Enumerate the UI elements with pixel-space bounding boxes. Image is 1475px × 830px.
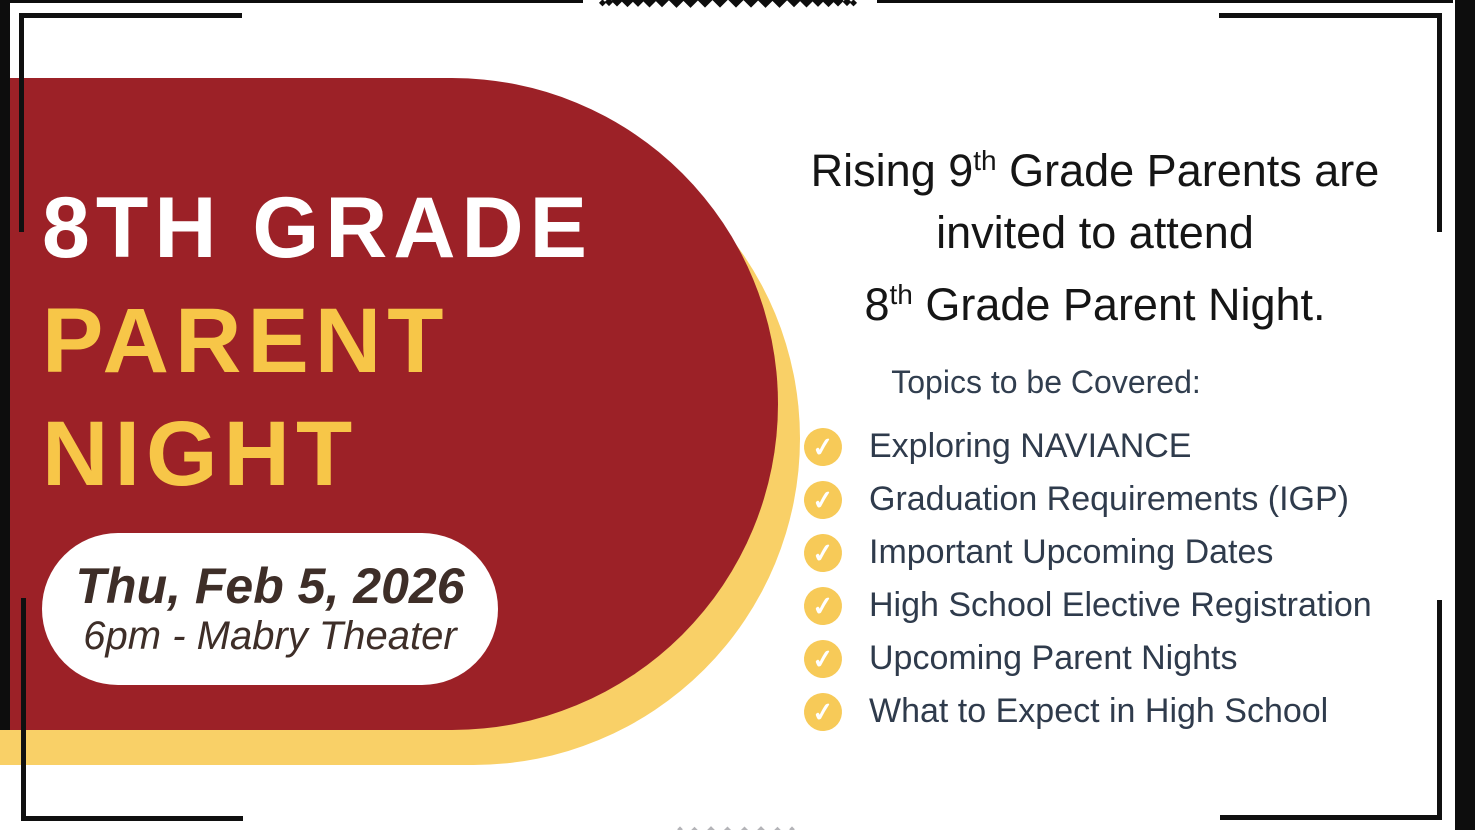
event-date: Thu, Feb 5, 2026 (75, 558, 465, 614)
diamond-icon (722, 826, 732, 830)
diamond-icon (710, 0, 730, 8)
corner-bracket-top-left-h (19, 13, 242, 18)
diamond-icon (654, 0, 671, 7)
corner-bracket-top-left-v (19, 13, 24, 232)
top-rule-right (877, 0, 1453, 3)
topic-list-item (804, 473, 1444, 526)
diamond-icon (771, 0, 789, 7)
corner-bracket-bottom-left-v (21, 598, 26, 820)
top-rule-left (0, 0, 583, 3)
diamond-icon (850, 0, 857, 6)
diamond-icon (695, 0, 715, 8)
event-title-block (42, 172, 593, 511)
invitation-heading (770, 130, 1420, 336)
check-icon: ✓ (802, 638, 844, 680)
right-edge-bar (1455, 0, 1475, 830)
diamond-icon (726, 0, 746, 8)
event-title-grade: 8TH GRADE (42, 180, 593, 276)
topics-heading: Topics to be Covered: (891, 364, 1201, 400)
check-icon: ✓ (802, 691, 844, 733)
diamond-divider-top (600, 0, 856, 10)
check-icon: ✓ (802, 479, 844, 521)
corner-bracket-bottom-right-h (1220, 815, 1442, 820)
topic-list-item (804, 579, 1444, 632)
diamond-icon (774, 826, 781, 830)
topic-label: What to Expect in High School (869, 692, 1329, 730)
diamond-icon (667, 0, 685, 7)
topic-label: Upcoming Parent Nights (869, 639, 1238, 677)
check-icon: ✓ (802, 532, 844, 574)
invitation-line-3: 8th Grade Parent Night. (864, 279, 1326, 330)
event-time-location: 6pm - Mabry Theater (83, 614, 457, 658)
check-icon: ✓ (802, 426, 844, 468)
topic-list-item (804, 632, 1444, 685)
diamond-icon (789, 826, 795, 830)
diamond-icon (677, 826, 683, 830)
check-icon: ✓ (802, 585, 844, 627)
topic-label: High School Elective Registration (869, 586, 1372, 624)
topic-list-item (804, 420, 1444, 473)
corner-bracket-top-right-v (1437, 13, 1442, 232)
diamond-icon (740, 826, 750, 830)
topic-list-item (804, 526, 1444, 579)
event-title-parent: PARENT (42, 290, 450, 392)
invitation-line-1: Rising 9th Grade Parents are (810, 145, 1380, 196)
corner-bracket-bottom-left-h (21, 816, 243, 821)
topic-label: Exploring NAVIANCE (869, 427, 1192, 465)
diamond-icon (706, 826, 714, 830)
diamond-icon (681, 0, 699, 7)
topic-list-item (804, 685, 1444, 738)
topic-label: Graduation Requirements (IGP) (869, 480, 1349, 518)
invitation-line-2: invited to attend (936, 207, 1254, 258)
diamond-icon (757, 826, 765, 830)
corner-bracket-top-right-h (1219, 13, 1442, 18)
left-edge-bar (0, 0, 10, 730)
diamond-divider-bottom (678, 822, 794, 830)
event-title-night: NIGHT (42, 403, 359, 505)
topic-label: Important Upcoming Dates (869, 533, 1274, 571)
date-location-pill (42, 533, 498, 685)
topics-list (804, 420, 1444, 738)
corner-bracket-bottom-right-v (1437, 600, 1442, 820)
diamond-icon (691, 826, 698, 830)
